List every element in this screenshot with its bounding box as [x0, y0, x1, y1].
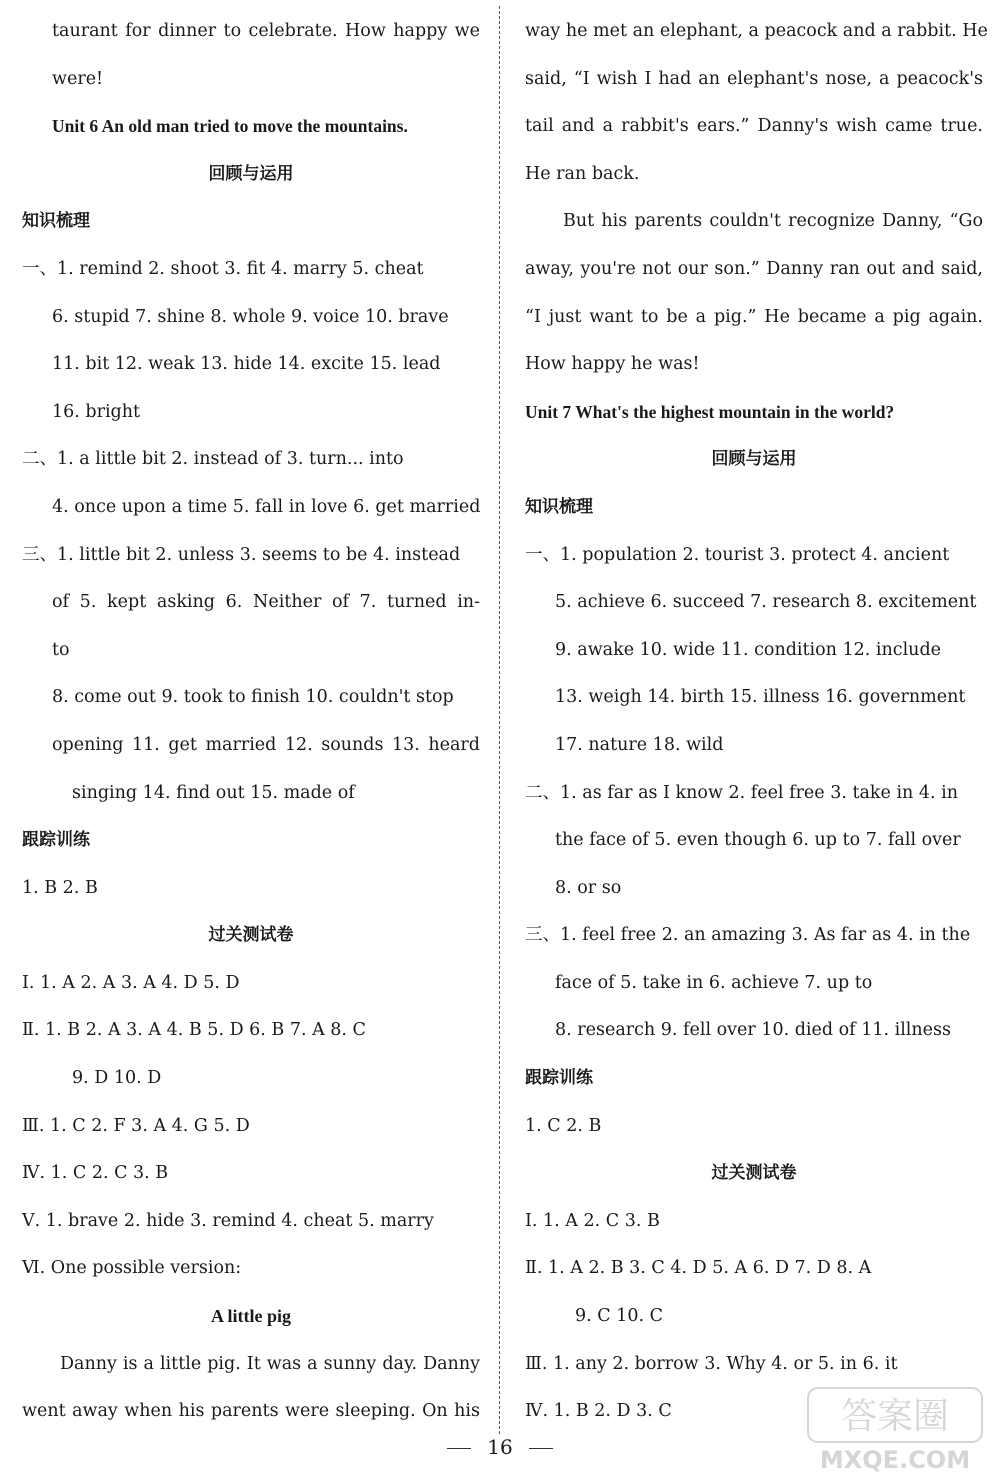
right-col-line: 一、1. population 2. tourist 3. protect 4. ancient [525, 544, 950, 565]
right-col-line: He ran back. [525, 163, 640, 184]
right-col-line: Ⅳ. 1. B 2. D 3. C [525, 1401, 672, 1422]
left-col-line: 三、1. little bit 2. unless 3. seems to be 4. instead [22, 544, 461, 565]
left-col-line: singing 14. find out 15. made of [72, 782, 355, 803]
left-col-line: to [52, 639, 70, 660]
left-col-line: 回顾与运用 [208, 163, 294, 184]
right-col-line: 8. or so [555, 877, 622, 898]
left-col-line: taurant for dinner to celebrate. How happy we [52, 21, 480, 41]
right-col-line: away, you're not our son.” Danny ran out and said, [525, 258, 983, 279]
left-col-line: opening 11. get married 12. sounds 13. heard [52, 734, 480, 755]
footer-dash-right [529, 1448, 553, 1449]
right-col-line: 9. awake 10. wide 11. condition 12. include [555, 639, 942, 660]
left-col-line: 6. stupid 7. shine 8. whole 9. voice 10. brave [52, 306, 449, 327]
column-divider [499, 6, 500, 1434]
left-col-line: Ⅵ. One possible version: [22, 1258, 242, 1279]
watermark-text-top: 答案圈 [840, 1396, 950, 1437]
left-col-line: Ⅴ. 1. brave 2. hide 3. remind 4. cheat 5. marry [22, 1210, 434, 1231]
right-col-line: said, “I wish I had an elephant's nose, a peacock's [525, 68, 983, 89]
left-col-line: Ⅲ. 1. C 2. F 3. A 4. G 5. D [22, 1115, 250, 1136]
watermark-text-bottom: MXQE.COM [819, 1446, 971, 1474]
right-col-line: “I just want to be a pig.” He became a pig again. [525, 306, 983, 327]
page-number: 16 [487, 1435, 513, 1459]
right-col-line: 8. research 9. fell over 10. died of 11. illness [555, 1020, 951, 1041]
right-col-line: 三、1. feel free 2. an amazing 3. As far as 4. in the [525, 925, 971, 946]
left-col-line: Unit 6 An old man tried to move the mountains. [52, 116, 408, 137]
left-col-line: Danny is a little pig. It was a sunny day. Danny [60, 1353, 480, 1374]
left-col-line: 9. D 10. D [72, 1068, 162, 1089]
right-col-line: tail and a rabbit's ears.” Danny's wish came true. [525, 116, 983, 137]
right-col-line: Ⅰ. 1. A 2. C 3. B [525, 1210, 660, 1231]
right-col-line: 17. nature 18. wild [555, 734, 724, 755]
left-col-line: 知识梳理 [22, 211, 90, 232]
right-col-line: 9. C 10. C [575, 1306, 663, 1327]
right-col-line: 二、1. as far as I know 2. feel free 3. take in 4. in [525, 782, 959, 803]
right-col-line: How happy he was! [525, 354, 700, 375]
right-col-line: 5. achieve 6. succeed 7. research 8. excitement [555, 592, 977, 613]
left-col-line: 一、1. remind 2. shoot 3. fit 4. marry 5. cheat [22, 258, 424, 279]
right-col-line: face of 5. take in 6. achieve 7. up to [555, 972, 873, 993]
right-col-line: the face of 5. even though 6. up to 7. fall over [555, 830, 961, 851]
left-col-line: Ⅱ. 1. B 2. A 3. A 4. B 5. D 6. B 7. A 8. C [22, 1020, 366, 1041]
left-col-line: 跟踪训练 [22, 830, 90, 851]
right-col-line: 回顾与运用 [711, 449, 797, 470]
left-col-line: Ⅰ. 1. A 2. A 3. A 4. D 5. D [22, 972, 240, 993]
right-col-line: 知识梳理 [525, 496, 593, 517]
right-col-line: 跟踪训练 [525, 1068, 593, 1089]
right-col-line: Unit 7 What's the highest mountain in the world? [525, 401, 895, 422]
footer-dash-left [447, 1448, 471, 1449]
left-col-line: 16. bright [52, 401, 141, 422]
left-col-line: were! [52, 68, 104, 89]
right-col-line: Ⅱ. 1. A 2. B 3. C 4. D 5. A 6. D 7. D 8. A [525, 1258, 872, 1279]
right-col-line: 13. weigh 14. birth 15. illness 16. government [555, 687, 966, 708]
left-col-line: of 5. kept asking 6. Neither of 7. turned in- [52, 592, 480, 613]
left-col-line: 二、1. a little bit 2. instead of 3. turn... into [22, 449, 404, 470]
left-col-line: went away when his parents were sleeping. On his [22, 1401, 480, 1422]
left-col-line: 4. once upon a time 5. fall in love 6. get married [52, 496, 481, 517]
right-col-line: 1. C 2. B [525, 1115, 602, 1136]
left-col-line: 8. come out 9. took to finish 10. couldn't stop [52, 687, 454, 708]
right-col-line: But his parents couldn't recognize Danny, “Go [563, 211, 983, 232]
right-col-line: Ⅲ. 1. any 2. borrow 3. Why 4. or 5. in 6. it [525, 1353, 898, 1374]
right-col-line: way he met an elephant, a peacock and a rabbit. He [525, 21, 988, 41]
right-col-line: 过关测试卷 [711, 1163, 797, 1184]
left-col-line: 1. B 2. B [22, 877, 98, 898]
left-col-line: Ⅳ. 1. C 2. C 3. B [22, 1163, 169, 1184]
watermark-logo [800, 1384, 990, 1476]
left-col-line: 过关测试卷 [208, 925, 294, 946]
left-col-line: 11. bit 12. weak 13. hide 14. excite 15. lead [52, 354, 441, 375]
right-column [525, 8, 988, 1436]
left-col-line: A little pig [211, 1306, 291, 1327]
left-column [22, 8, 480, 1436]
